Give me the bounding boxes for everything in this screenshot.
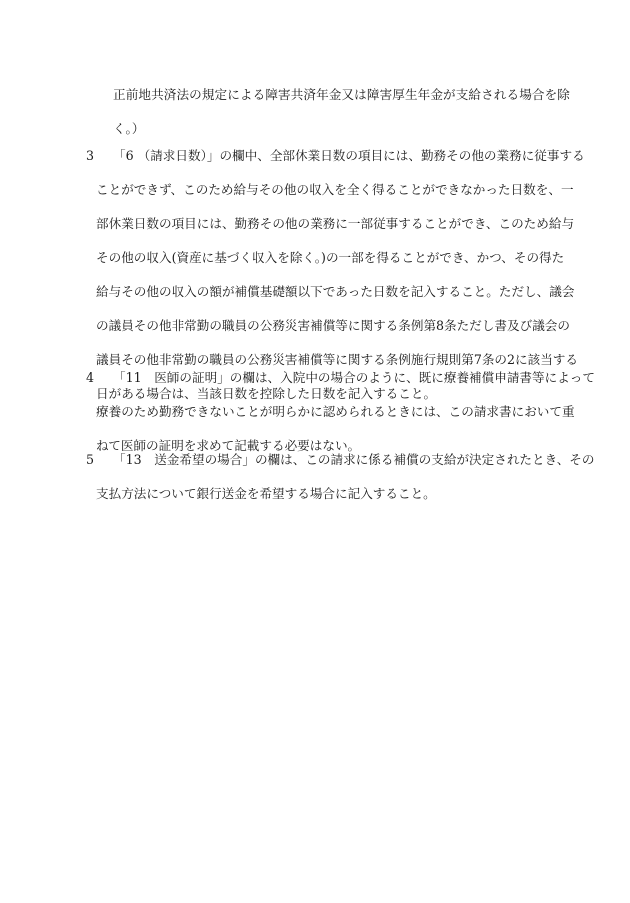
text-line: 「11 医師の証明」の欄は、入院中の場合のように、既に療養補償申請書等によって xyxy=(113,370,595,385)
text-line: 日がある場合は、当該日数を控除した日数を記入すること。 xyxy=(96,386,437,401)
instruction-item-5 xyxy=(86,443,595,511)
text-line: 正前地共済法の規定による障害共済年金又は障害厚生年金が支給される場合を除 xyxy=(113,87,570,102)
text-line: 「6 （請求日数）」の欄中、全部休業日数の項目には、勤務その他の業務に従事する xyxy=(113,148,585,163)
text-line: 支払方法について銀行送金を希望する場合に記入すること。 xyxy=(96,486,436,501)
text-line: ねて医師の証明を求めて記載する必要はない。 xyxy=(96,438,361,453)
item-number: 5 xyxy=(86,452,95,467)
text-line: 療養のため勤務できないことが明らかに認められるときには、この請求書において重 xyxy=(96,404,575,419)
item-number: 3 xyxy=(86,148,95,163)
continuation-paragraph xyxy=(113,78,570,146)
text-line: ことができず、このため給与その他の収入を全く得ることができなかった日数を、一 xyxy=(96,182,574,197)
text-line: 部休業日数の項目には、勤務その他の業務に一部従事することができ、このため給与 xyxy=(96,216,575,231)
item-number: 4 xyxy=(86,370,95,385)
text-line: 給与その他の収入の額が補償基礎額以下であった日数を記入すること。ただし、議会 xyxy=(96,284,575,299)
text-line: の議員その他非常勤の職員の公務災害補償等に関する条例第8条ただし書及び議会の xyxy=(96,318,570,333)
text-line: 「13 送金希望の場合」の欄は、この請求に係る補償の支給が決定されたとき、その xyxy=(113,452,595,467)
text-line: その他の収入(資産に基づく収入を除く。)の一部を得ることができ、かつ、その得た xyxy=(96,250,565,265)
text-line: 議員その他非常勤の職員の公務災害補償等に関する条例施行規則第7条の2に該当する xyxy=(96,352,578,367)
text-line: く。） xyxy=(113,121,145,136)
